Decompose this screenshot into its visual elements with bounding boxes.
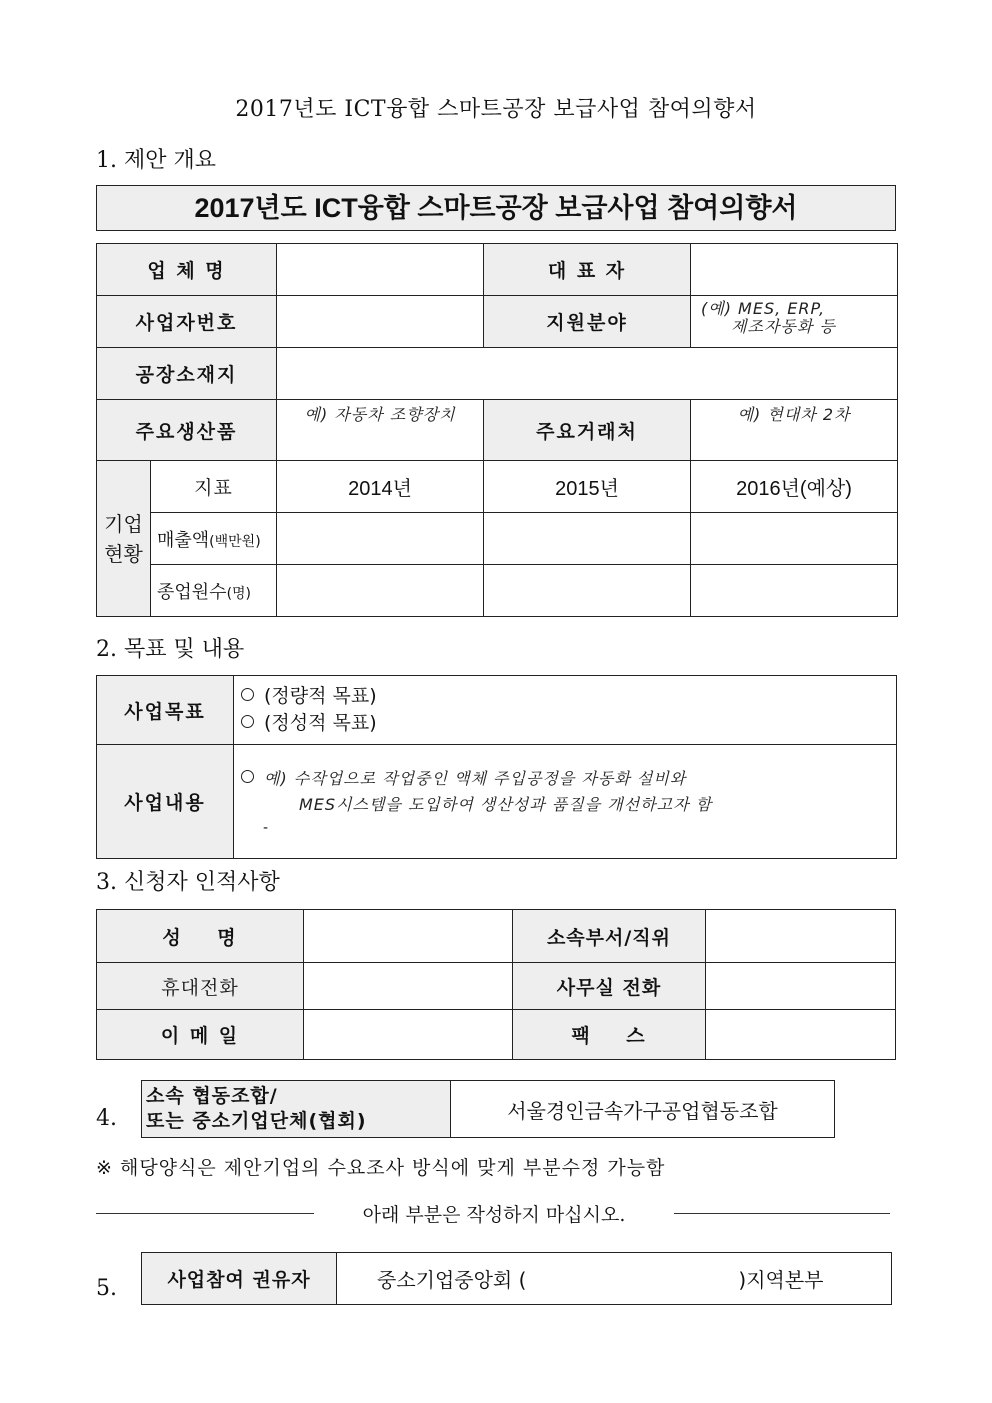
overview-table: [96, 243, 898, 617]
divider-text: 아래 부분은 작성하지 마십시오.: [362, 1204, 626, 1226]
sales-2016-field[interactable]: [691, 513, 898, 565]
content-dash: -: [263, 820, 269, 836]
recommender-value-prefix: 중소기업중앙회 (: [377, 1268, 527, 1292]
employees-2016-field[interactable]: [691, 565, 898, 617]
circle-bullet-icon: [241, 688, 254, 701]
office-phone-field[interactable]: [706, 963, 896, 1010]
company-status-label-2: 현황: [104, 541, 143, 566]
year-2016: 2016년(예상): [691, 461, 898, 513]
factory-location-field[interactable]: [277, 348, 898, 400]
main-product-field[interactable]: [277, 400, 484, 461]
company-name-label: 업 체 명: [97, 244, 277, 296]
company-status-label-1: 기업: [104, 511, 143, 536]
main-client-example: 예) 현대차 2차: [737, 405, 851, 424]
section-2-heading: 2. 목표 및 내용: [96, 637, 245, 662]
company-status-label: [97, 461, 151, 617]
recommender-table: [141, 1252, 892, 1305]
indicator-label: 지표: [151, 461, 277, 513]
association-label-line-1: 소속 협동조합/: [146, 1085, 278, 1107]
goal-item-quantitative: [241, 683, 896, 710]
main-product-example: 예) 자동차 조향장치: [304, 405, 456, 424]
support-field-label: 지원분야: [484, 296, 691, 348]
circle-bullet-icon: [241, 715, 254, 728]
divider-line-right: [674, 1213, 890, 1214]
dept-position-label: 소속부서/직위: [513, 910, 706, 963]
form-note: ※ 해당양식은 제안기업의 수요조사 방식에 맞게 부분수정 가능함: [96, 1157, 666, 1179]
fax-label: 팩 스: [513, 1010, 706, 1060]
employees-2015-field[interactable]: [484, 565, 691, 617]
representative-field[interactable]: [691, 244, 898, 296]
goal-label: 사업목표: [97, 676, 234, 745]
dept-position-field[interactable]: [706, 910, 896, 963]
biz-number-field[interactable]: [277, 296, 484, 348]
goal-field[interactable]: [234, 676, 897, 745]
year-2014: 2014년: [277, 461, 484, 513]
fax-field[interactable]: [706, 1010, 896, 1060]
content-line-2: MES시스템을 도입하여 생산성과 품질을 개선하고자 함: [299, 795, 713, 814]
applicant-name-field[interactable]: [304, 910, 513, 963]
email-label: 이 메 일: [97, 1010, 304, 1060]
association-table: [141, 1080, 835, 1138]
mobile-label: 휴대전화: [97, 963, 304, 1010]
section-5-number: 5.: [96, 1276, 117, 1301]
recommender-value: [337, 1253, 892, 1305]
sales-label: [151, 513, 277, 565]
main-product-label: 주요생산품: [97, 400, 277, 461]
goal-item-quantitative-text: (정량적 목표): [264, 685, 377, 707]
applicant-table: [96, 909, 896, 1060]
main-client-label: 주요거래처: [484, 400, 691, 461]
section-1-heading: 1. 제안 개요: [96, 148, 216, 173]
content-label: 사업내용: [97, 745, 234, 859]
association-value: 서울경인금속가구공업협동조합: [451, 1081, 835, 1138]
recommender-label: 사업참여 권유자: [142, 1253, 337, 1305]
employees-unit: (명): [226, 585, 252, 602]
section-3-heading: 3. 신청자 인적사항: [96, 870, 280, 895]
content-field[interactable]: [234, 745, 897, 859]
support-field-example-2: 제조자동화 등: [731, 317, 836, 336]
employees-2014-field[interactable]: [277, 565, 484, 617]
main-client-field[interactable]: [691, 400, 898, 461]
office-phone-label: 사무실 전화: [513, 963, 706, 1010]
biz-number-label: 사업자번호: [97, 296, 277, 348]
support-field-field[interactable]: [691, 296, 898, 348]
sales-label-text: 매출액: [157, 529, 210, 551]
employees-label: [151, 565, 277, 617]
factory-location-label: 공장소재지: [97, 348, 277, 400]
goal-item-qualitative: [241, 710, 896, 737]
content-line-1: [241, 765, 896, 792]
representative-label: 대 표 자: [484, 244, 691, 296]
support-field-example-1: (예) MES, ERP,: [701, 299, 826, 318]
section-4-number: 4.: [96, 1106, 117, 1131]
document-title: 2017년도 ICT융합 스마트공장 보급사업 참여의향서: [235, 97, 757, 122]
circle-bullet-icon: [241, 770, 254, 783]
form-title-box: 2017년도 ICT융합 스마트공장 보급사업 참여의향서: [96, 185, 896, 231]
mobile-field[interactable]: [304, 963, 513, 1010]
association-label-line-2: 또는 중소기업단체(협회): [146, 1110, 367, 1132]
email-field[interactable]: [304, 1010, 513, 1060]
applicant-name-label: 성 명: [97, 910, 304, 963]
company-name-field[interactable]: [277, 244, 484, 296]
association-label: [142, 1081, 451, 1138]
year-2015: 2015년: [484, 461, 691, 513]
goals-table: [96, 675, 897, 859]
sales-unit: (백만원): [209, 533, 261, 550]
sales-2014-field[interactable]: [277, 513, 484, 565]
recommender-value-suffix: )지역본부: [738, 1268, 824, 1292]
employees-label-text: 종업원수: [157, 581, 227, 603]
divider-line-left: [96, 1213, 314, 1214]
sales-2015-field[interactable]: [484, 513, 691, 565]
content-line-1-text: 예) 수작업으로 작업중인 액체 주입공정을 자동화 설비와: [264, 769, 687, 788]
goal-item-qualitative-text: (정성적 목표): [264, 712, 377, 734]
